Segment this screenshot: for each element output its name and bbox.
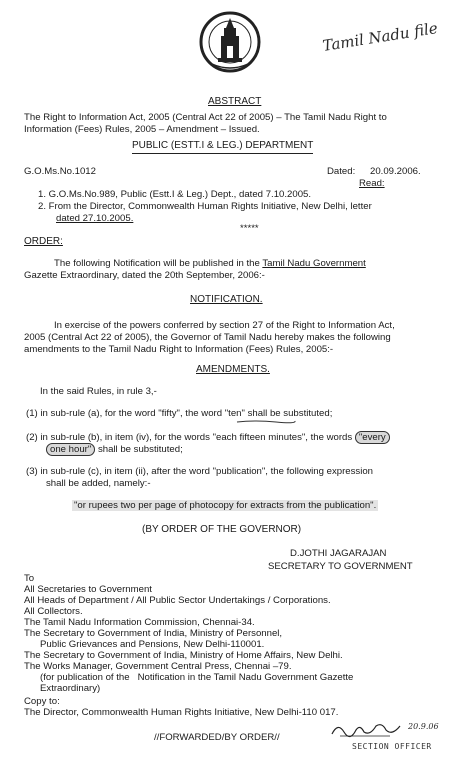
forwarded-line: //FORWARDED/BY ORDER// bbox=[154, 732, 280, 743]
amendments-heading: AMENDMENTS. bbox=[196, 364, 270, 375]
amendment-item-2-end: shall be substituted; bbox=[95, 444, 183, 455]
dated-value: 20.09.2006. bbox=[370, 166, 421, 177]
recipient: All Collectors. bbox=[24, 606, 83, 617]
reference-1: 1. G.O.Ms.No.989, Public (Estt.I & Leg.) Dept., dated 7.10.2005. bbox=[38, 189, 312, 200]
recipient: The Tamil Nadu Information Commission, Chennai-34. bbox=[24, 617, 255, 628]
recipient: The Secretary to Government of India, Ministry of Personnel, bbox=[24, 628, 283, 639]
to-label: To bbox=[24, 573, 35, 584]
amendment-item-2-line-1 bbox=[26, 432, 390, 443]
inserted-expression: "or rupees two per page of photocopy for extracts from the publication". bbox=[74, 500, 377, 511]
underline-mark bbox=[236, 419, 296, 425]
order-line-2: Gazette Extraordinary, dated the 20th September, 2006:- bbox=[24, 270, 265, 281]
gazette-name: Tamil Nadu Government bbox=[262, 258, 366, 269]
handwritten-signature-icon bbox=[330, 718, 410, 740]
recipient: All Secretaries to Government bbox=[24, 584, 152, 595]
subject-line-2: Information (Fees) Rules, 2005 – Amendment – Issued. bbox=[24, 124, 260, 135]
recipient: The Secretary to Government of India, Ministry of Home Affairs, New Delhi. bbox=[24, 650, 343, 661]
notification-heading: NOTIFICATION. bbox=[190, 294, 263, 305]
recipient: Extraordinary) bbox=[24, 683, 101, 694]
notification-para-2: 2005 (Central Act 22 of 2005), the Governor of Tamil Nadu hereby makes the following bbox=[24, 332, 391, 343]
recipient: All Heads of Department / All Public Sector Undertakings / Corporations. bbox=[24, 595, 331, 606]
abstract-heading: ABSTRACT bbox=[208, 96, 262, 107]
notification-para-3: amendments to the Tamil Nadu Right to Information (Fees) Rules, 2005:- bbox=[24, 344, 334, 355]
department-heading: PUBLIC (ESTT.I & LEG.) DEPARTMENT bbox=[132, 140, 313, 154]
initials-date: 20.9.06 bbox=[408, 722, 439, 731]
amendment-item-2-text: (2) in sub-rule (b), in item (iv), for the words "each fifteen minutes", the words bbox=[26, 432, 355, 443]
amendment-item-3-line-2: shall be added, namely:- bbox=[46, 478, 151, 489]
copy-to-label: Copy to: bbox=[24, 696, 60, 707]
subject-line-1: The Right to Information Act, 2005 (Central Act 22 of 2005) – The Tamil Nadu Right to bbox=[24, 112, 387, 123]
read-label: Read: bbox=[359, 178, 385, 189]
amendment-item-3-line-1: (3) in sub-rule (c), in item (ii), after the word "publication", the following expression bbox=[26, 466, 374, 477]
order-line-1-text: The following Notification will be published in the bbox=[54, 258, 263, 269]
tamil-nadu-emblem-icon bbox=[198, 6, 262, 82]
one-hour-highlight: one hour" bbox=[46, 443, 95, 456]
handwritten-note: Tamil Nadu file bbox=[321, 19, 439, 55]
amendment-item-1: (1) in sub-rule (a), for the word "fifty", the word "ten" shall be substituted; bbox=[26, 408, 333, 419]
every-highlight: "every bbox=[355, 431, 390, 444]
copy-to-recipient: The Director, Commonwealth Human Rights Initiative, New Delhi-110 017. bbox=[24, 707, 339, 718]
order-line-1 bbox=[54, 258, 366, 269]
recipient: The Works Manager, Government Central Press, Chennai –79. bbox=[24, 661, 292, 672]
amendment-item-2-line-2 bbox=[46, 444, 183, 455]
by-order-line: (BY ORDER OF THE GOVERNOR) bbox=[142, 524, 302, 535]
signatory-title: SECRETARY TO GOVERNMENT bbox=[268, 561, 413, 572]
signatory-name: D.JOTHI JAGARAJAN bbox=[290, 548, 387, 559]
reference-2-date: dated 27.10.2005. bbox=[56, 213, 134, 224]
section-officer-stamp: SECTION OFFICER bbox=[352, 742, 432, 751]
notification-para-1: In exercise of the powers conferred by section 27 of the Right to Information Act, bbox=[54, 320, 395, 331]
dated-label: Dated: bbox=[327, 166, 356, 177]
recipient: (for publication of the Notification in the Tamil Nadu Government Gazette bbox=[24, 672, 354, 683]
recipient: Public Grievances and Pensions, New Delhi-110001. bbox=[24, 639, 265, 650]
reference-2: 2. From the Director, Commonwealth Human Rights Initiative, New Delhi, letter bbox=[38, 201, 372, 212]
rule-intro: In the said Rules, in rule 3,- bbox=[40, 386, 157, 397]
go-number: G.O.Ms.No.1012 bbox=[24, 166, 96, 177]
order-heading: ORDER: bbox=[24, 236, 63, 247]
stars-separator: ***** bbox=[240, 223, 259, 234]
